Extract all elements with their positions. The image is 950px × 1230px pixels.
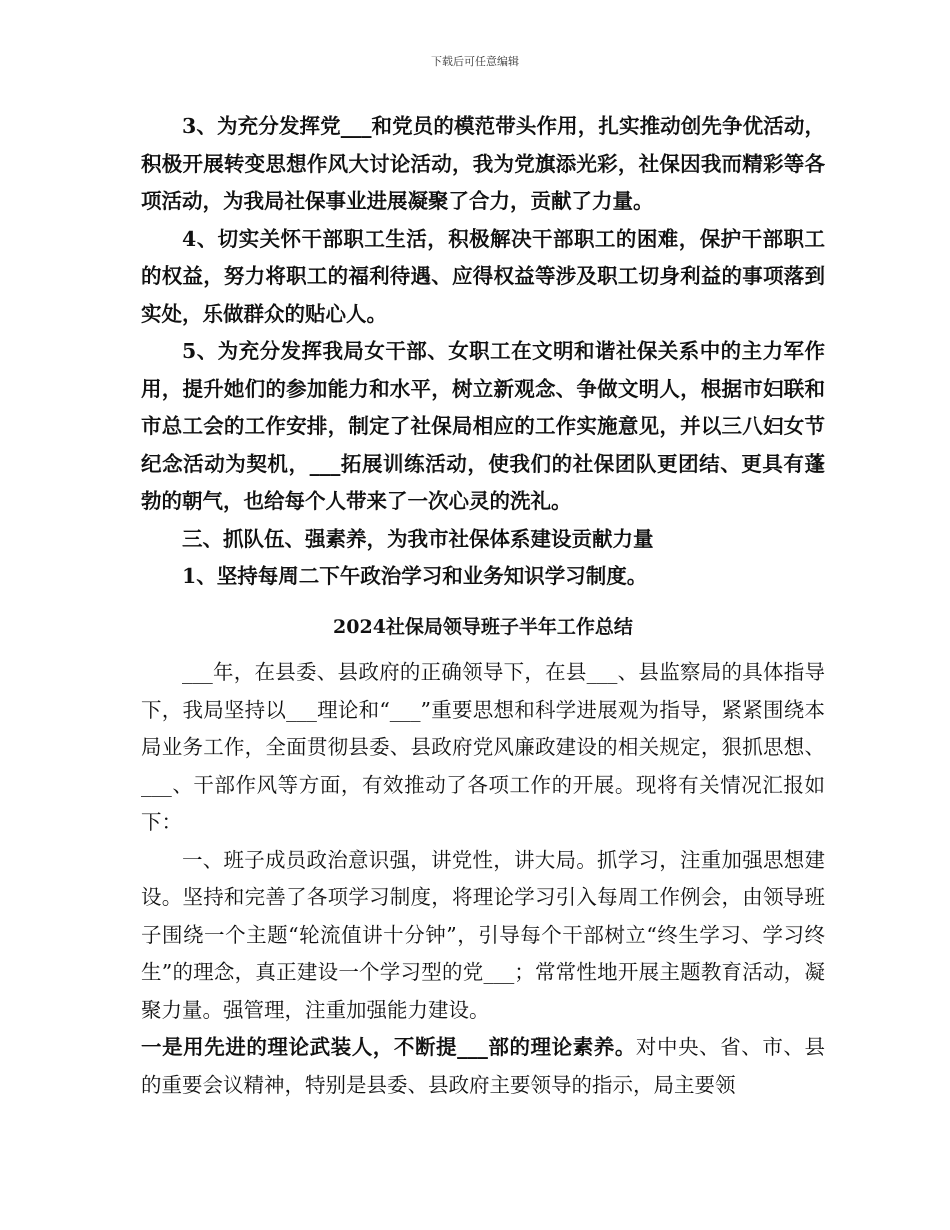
section-heading-3: 三、抓队伍、强素养，为我市社保体系建设贡献力量 xyxy=(182,526,654,551)
document-title: 2024社保局领导班子半年工作总结 xyxy=(333,615,633,638)
section-paragraph-1: 一、班子成员政治意识强，讲党性，讲大局。抓学习，注重加强思想建设。坚持和完善了各项学习制度，将理论学习引入每周工作例会，由领导班子围绕一个主题“轮流值讲十分钟”，引导每个干部树立“终生学习、学习终生”的理念，真正建设一个学习型的党___；常常性地开展主题教育活动，凝聚力量。强管理，注重加强能力建设。 xyxy=(141,847,825,1022)
document-body xyxy=(141,108,825,1104)
bold-lead-sentence: 一是用先进的理论武装人，不断提___部的理论素养。 xyxy=(141,1035,636,1059)
intro-paragraph: ___年，在县委、县政府的正确领导下，在县___、县监察局的具体指导下，我局坚持以___理论和“___”重要思想和科学进展观为指导，紧紧围绕本局业务工作，全面贯彻县委、县政府党风廉政建设的相关规定，狠抓思想、___、干部作风等方面，有效推动了各项工作的开展。现将有关情况汇报如下： xyxy=(141,660,825,834)
paragraph-section-3-1: 1、坚持每周二下午政治学习和业务知识学习制度。 xyxy=(182,564,648,588)
mixed-paragraph xyxy=(141,1029,825,1104)
paragraph-5: 5、为充分发挥我局女干部、女职工在文明和谐社保关系中的主力军作用，提升她们的参加能力和水平，树立新观念、争做文明人，根据市妇联和市总工会的工作安排，制定了社保局相应的工作实施意见，并以三八妇女节纪念活动为契机，___拓展训练活动，使我们的社保团队更团结、更具有蓬勃的朝气，也给每个人带来了一次心灵的洗礼。 xyxy=(141,339,825,513)
paragraph-3: 3、为充分发挥党___和党员的模范带头作用，扎实推动创先争优活动，积极开展转变思想作风大讨论活动，我为党旗添光彩，社保因我而精彩等各项活动，为我局社保事业进展凝聚了合力，贡献了力量。 xyxy=(141,114,825,213)
paragraph-4: 4、切实关怀干部职工生活，积极解决干部职工的困难，保护干部职工的权益，努力将职工的福利待遇、应得权益等涉及职工切身利益的事项落到实处，乐做群众的贴心人。 xyxy=(141,226,825,326)
continuation-text: 对中央、省、市、县的重要会议精神，特别是县委、县政府主要领导的指示，局主要领 xyxy=(141,1035,826,1097)
page-header: 下载后可任意编辑 xyxy=(431,55,519,68)
